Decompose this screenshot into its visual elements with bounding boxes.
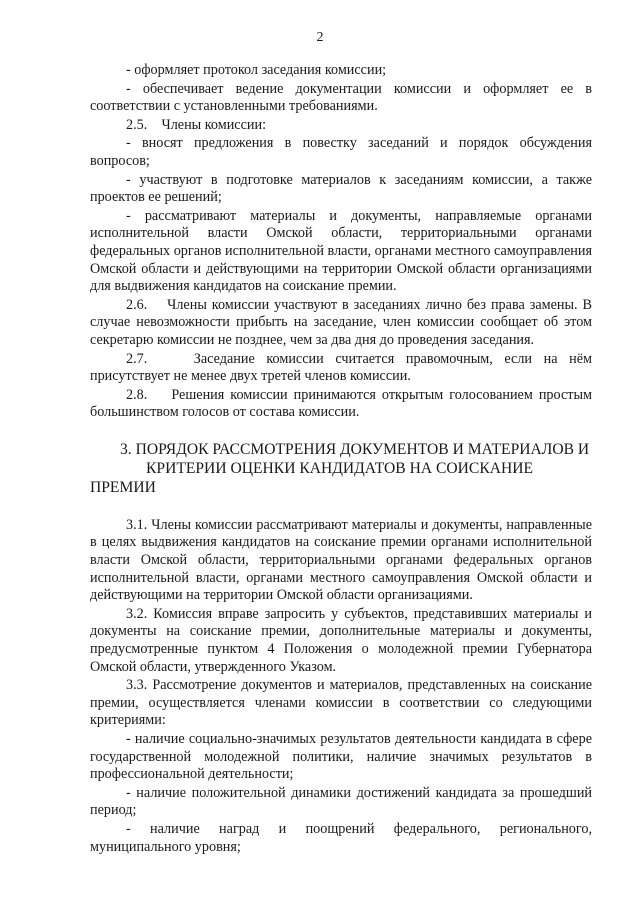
paragraph: 2.7. Заседание комиссии считается правомочным, если на нём присутствует не менее двух третей членов комиссии. [90, 350, 592, 385]
paragraph: - рассматривают материалы и документы, направляемые органами исполнительной власти Омской области, территориальными органами федеральных органов исполнительной власти, органами местного самоуправления Омской области и действующими на территории Омской области организациями для выдвижения кандидатов на соискание премии. [90, 207, 592, 295]
paragraph: - наличие социально-значимых результатов деятельности кандидата в сфере государственной молодежной политики, наличие значимых результатов в профессиональной деятельности; [90, 731, 592, 783]
paragraph: - оформляет протокол заседания комиссии; [126, 62, 387, 78]
document-body [90, 62, 592, 857]
page-number: 2 [316, 30, 324, 45]
section-heading-line: 3. ПОРЯДОК РАССМОТРЕНИЯ ДОКУМЕНТОВ И МАТЕРИАЛОВ И [120, 440, 590, 458]
paragraph: 2.6. Члены комиссии участвуют в заседаниях лично без права замены. В случае невозможности прибыть на заседание, член комиссии сообщает об этом секретарю комиссии не позднее, чем за два дня до проведения заседания. [90, 296, 592, 348]
paragraph: - участвуют в подготовке материалов к заседаниям комиссии, а также проектов ее решений; [90, 171, 592, 206]
section-heading-line: КРИТЕРИИ ОЦЕНКИ КАНДИДАТОВ НА СОИСКАНИЕ ПРЕМИИ [90, 459, 534, 496]
paragraph: - наличие положительной динамики достижений кандидата за прошедший период; [90, 784, 592, 819]
paragraph: 3.1. Члены комиссии рассматривают материалы и документы, направленные в целях выдвижения кандидатов на соискание премии органами исполнительной власти Омской области, территориальными органами федеральных органов исполнительной власти, органами местного самоуправления Омской области и действующими на территории Омской области организациями. [90, 516, 592, 604]
paragraph: 3.3. Рассмотрение документов и материалов, представленных на соискание премии, осуществляется членами комиссии в соответствии со следующими критериями: [90, 677, 592, 729]
paragraph: - вносят предложения в повестку заседаний и порядок обсуждения вопросов; [90, 135, 592, 169]
section-heading [90, 440, 592, 497]
paragraph: 3.2. Комиссия вправе запросить у субъектов, представивших материалы и документы на соискание премии, дополнительные материалы и документы, предусмотренные пунктом 4 Положения о молодежной премии Губернатора Омской области, утвержденного Указом. [90, 605, 592, 675]
paragraph: 2.8. Решения комиссии принимаются открытым голосованием простым большинством голосов от состава комиссии. [90, 386, 592, 421]
paragraph: 2.5. Члены комиссии: [126, 116, 267, 133]
paragraph: - наличие наград и поощрений федерального, регионального, муниципального уровня; [90, 820, 592, 855]
paragraph: - обеспечивает ведение документации комиссии и оформляет ее в соответствии с установленными требованиями. [90, 80, 592, 115]
